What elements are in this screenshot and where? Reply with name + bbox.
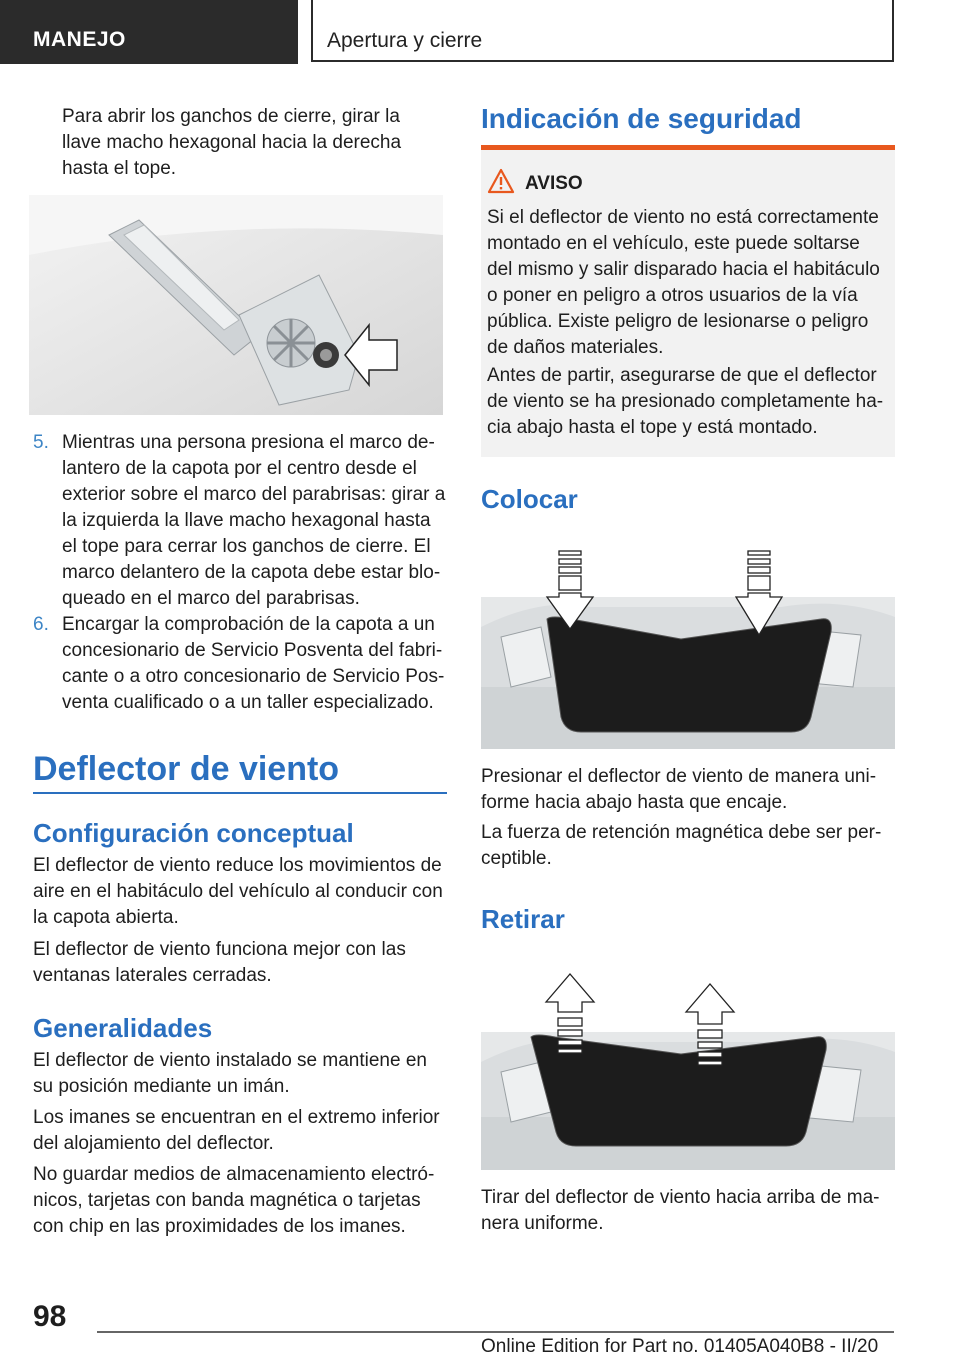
step-5-text: Mientras una persona presiona el marco delantero de la capota por el centro desde el exterior sobre el marco del parabrisas: girar a la izquierda la llave macho hexagonal hasta el tope para cerrar los ganchos de cierre. El marco delantero de la capota debe estar bloqueado en el marco del parabrisas.	[62, 432, 446, 609]
general-paragraph-1: El deflector de viento instalado se mantiene en su posición mediante un imán.	[33, 1050, 427, 1097]
edition-note: Online Edition for Part no. 01405A040B8 - II/20	[481, 1336, 879, 1357]
general-heading: Generalidades	[33, 1013, 213, 1043]
concept-paragraph-2: El deflector de viento funciona mejor con las ventanas laterales cerradas.	[33, 939, 406, 986]
intro-paragraph: Para abrir los ganchos de cierre, girar la llave macho hexagonal hacia la derecha hasta el tope.	[62, 106, 402, 179]
page-number: 98	[33, 1300, 67, 1333]
chapter-title: Apertura y cierre	[327, 29, 483, 52]
general-paragraph-3: No guardar medios de almacenamiento electrónicos, tarjetas con banda magnética o tarjetas con chip en las proximidades de los imanes.	[33, 1164, 435, 1237]
step-6-number: 6.	[33, 614, 49, 635]
warning-label: AVISO	[525, 173, 583, 194]
section-title: MANEJO	[33, 28, 126, 51]
safety-heading: Indicación de seguridad	[481, 103, 802, 134]
general-paragraph-2: Los imanes se encuentran en el extremo inferior del alojamiento del deflector.	[33, 1107, 440, 1154]
concept-heading: Configuración conceptual	[33, 818, 354, 848]
install-paragraph-2: La fuerza de retención magnética debe ser perceptible.	[481, 822, 882, 869]
remove-deflector-illustration	[481, 962, 895, 1170]
hex-lock-illustration	[29, 195, 443, 415]
remove-paragraph-1: Tirar del deflector de viento hacia arriba de manera uniforme.	[481, 1187, 880, 1234]
install-deflector-illustration	[481, 537, 895, 749]
step-5-number: 5.	[33, 432, 49, 453]
warning-paragraph-1: Si el deflector de viento no está correctamente montado en el vehículo, este puede soltarse del mismo y salir disparado hacia el habitáculo o poner en peligro a otros usuarios de la vía pública. Existe peligro de lesionarse o peligro de daños materiales.	[487, 207, 880, 358]
install-heading: Colocar	[481, 484, 578, 514]
chapter-tab	[311, 0, 894, 62]
step-6-text: Encargar la comprobación de la capota a un concesionario de Servicio Posventa del fabricante o a otro concesionario de Servicio Posventa cualificado o a un taller especializado.	[62, 614, 445, 713]
section-tab	[0, 0, 298, 64]
warning-paragraph-2: Antes de partir, asegurarse de que el deflector de viento se ha presionado completamente hacia abajo hasta el tope y está montado.	[487, 365, 884, 438]
footer-rule	[97, 1331, 894, 1333]
section-heading-wind-deflector: Deflector de viento	[33, 750, 340, 788]
heading-rule	[33, 792, 447, 794]
concept-paragraph-1: El deflector de viento reduce los movimientos de aire en el habitáculo del vehículo al conducir con la capota abierta.	[33, 855, 443, 928]
warning-triangle-icon	[487, 168, 515, 199]
remove-heading: Retirar	[481, 904, 565, 934]
install-paragraph-1: Presionar el deflector de viento de manera uniforme hacia abajo hasta que encaje.	[481, 766, 877, 813]
